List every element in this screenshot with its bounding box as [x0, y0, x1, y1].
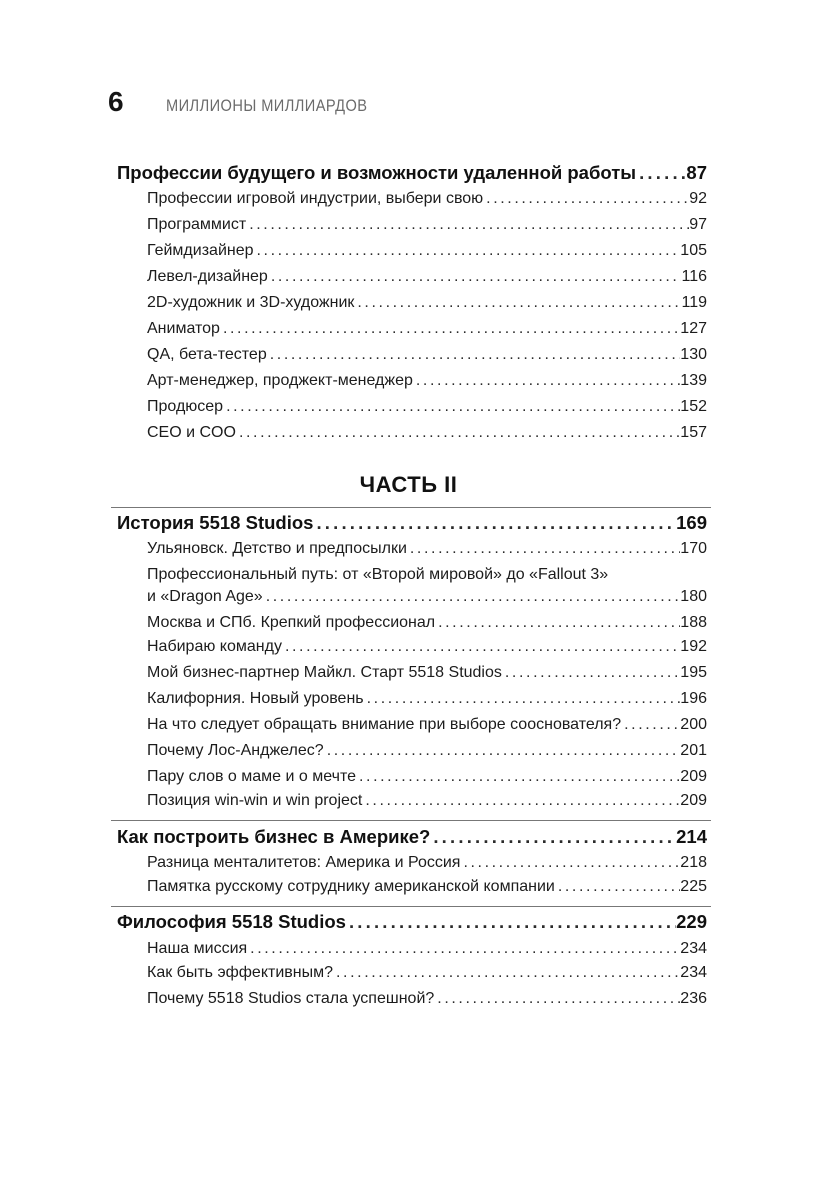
toc-entry-title: CEO и COO [147, 424, 236, 441]
leader-dots [247, 940, 680, 958]
toc-entry [147, 664, 707, 682]
toc-page-number: 105 [680, 242, 707, 259]
toc-page-number: 116 [681, 268, 707, 285]
toc-page-number: 229 [676, 911, 707, 932]
toc-entry-title: и «Dragon Age» [147, 588, 263, 605]
toc-entry-title: Набираю команду [147, 638, 282, 655]
leader-dots [263, 588, 681, 606]
leader-dots [268, 268, 682, 286]
toc-page-number: 152 [680, 398, 707, 415]
leader-dots [435, 614, 680, 632]
leader-dots [236, 424, 680, 442]
toc-entry [147, 294, 707, 312]
toc-page-number: 201 [680, 742, 707, 759]
toc-entry-title: Памятка русскому сотруднику американской компании [147, 878, 555, 895]
leader-dots [483, 190, 689, 208]
section-divider [111, 507, 711, 508]
toc-entry-title: Почему Лос-Анджелес? [147, 742, 324, 759]
leader-dots [254, 242, 681, 260]
page-header [108, 86, 400, 122]
toc-entry-title: Программист [147, 216, 247, 233]
toc-entry [147, 716, 707, 734]
toc-page-number: 234 [680, 964, 707, 981]
toc-entry [147, 216, 707, 234]
toc-page-number: 234 [680, 940, 707, 957]
toc-section-title: Как построить бизнес в Америке? [117, 826, 431, 847]
toc-entry [147, 372, 707, 390]
toc-page-number: 209 [680, 768, 707, 785]
toc-page-number: 196 [680, 690, 707, 707]
toc-entry-title: Продюсер [147, 398, 224, 415]
toc-entry-title: Москва и СПб. Крепкий профессионал [147, 614, 436, 631]
toc-entry-title-line1: Профессиональный путь: от «Второй мировой» до «Fallout 3» [147, 566, 609, 583]
leader-dots [555, 878, 680, 896]
toc-entry [147, 792, 707, 810]
toc-entry-title: Аниматор [147, 320, 220, 337]
toc-entry-title: QA, бета-тестер [147, 346, 267, 363]
toc-entry [147, 398, 707, 416]
toc-page-number: 225 [680, 878, 707, 895]
leader-dots [430, 826, 676, 848]
toc-entry-title: Левел-дизайнер [147, 268, 268, 285]
leader-dots [267, 346, 681, 364]
toc-section-heading [117, 512, 707, 534]
toc-page-number: 87 [686, 162, 707, 183]
toc-entry [147, 268, 707, 286]
leader-dots [434, 990, 680, 1008]
toc-section-title: История 5518 Studios [117, 512, 314, 533]
toc-entry [147, 854, 707, 872]
toc-section-title: Профессии будущего и возможности удаленной работы [117, 162, 637, 183]
toc-entry [147, 424, 707, 442]
toc-page-number: 218 [680, 854, 707, 871]
toc-entry-title: Позиция win-win и win project [147, 792, 363, 809]
leader-dots [220, 320, 680, 338]
toc-entry [147, 540, 707, 558]
leader-dots [354, 294, 681, 312]
leader-dots [333, 964, 680, 982]
toc-page-number: 214 [676, 826, 707, 847]
toc-page-number: 170 [680, 540, 707, 557]
toc-entry [147, 346, 707, 364]
toc-entry-title: На что следует обращать внимание при выборе сооснователя? [147, 716, 622, 733]
leader-dots [364, 690, 681, 708]
toc-page-number: 157 [680, 424, 707, 441]
toc-entry [147, 990, 707, 1008]
toc-entry [147, 320, 707, 338]
toc-page-number: 200 [680, 716, 707, 733]
toc-entry [147, 878, 707, 896]
toc-section-heading [117, 911, 707, 933]
toc-entry [147, 768, 707, 786]
leader-dots [502, 664, 680, 682]
toc-page-number: 127 [680, 320, 707, 337]
toc-page-number: 180 [680, 588, 707, 605]
toc-page-number: 97 [689, 216, 707, 233]
toc-section-title: Философия 5518 Studios [117, 911, 346, 932]
toc-entry [147, 614, 707, 632]
page-number: 6 [108, 86, 124, 117]
toc-entry-title: Ульяновск. Детство и предпосылки [147, 540, 407, 557]
toc-entry-title: Калифорния. Новый уровень [147, 690, 364, 707]
leader-dots [313, 512, 676, 534]
toc-entry [147, 588, 707, 606]
leader-dots [324, 742, 681, 760]
section-divider [111, 820, 711, 821]
toc-entry-title: Пару слов о маме и о мечте [147, 768, 356, 785]
toc-entry [147, 964, 707, 982]
leader-dots [246, 216, 689, 234]
toc-entry-title: Почему 5518 Studios стала успешной? [147, 990, 435, 1007]
toc-entry-title: Наша миссия [147, 940, 248, 957]
toc-page-number: 119 [681, 294, 707, 311]
toc-entry-title: Профессии игровой индустрии, выбери свою [147, 190, 484, 207]
leader-dots [621, 716, 680, 734]
leader-dots [346, 911, 676, 933]
toc-page-number: 188 [680, 614, 707, 631]
toc-entry [147, 190, 707, 208]
toc-entry [147, 638, 707, 656]
toc-entry-title: Разница менталитетов: Америка и Россия [147, 854, 461, 871]
leader-dots [460, 854, 680, 872]
leader-dots [362, 792, 680, 810]
toc-entry-title: Геймдизайнер [147, 242, 254, 259]
toc-page-number: 192 [680, 638, 707, 655]
toc-entry-title: Как быть эффективным? [147, 964, 334, 981]
toc-page-number: 139 [680, 372, 707, 389]
leader-dots [223, 398, 680, 416]
leader-dots [413, 372, 680, 390]
part-heading: ЧАСТЬ II [359, 472, 458, 497]
running-title: МИЛЛИОНЫ МИЛЛИАРДОВ [165, 96, 368, 115]
leader-dots [356, 768, 680, 786]
toc-page-number: 130 [680, 346, 707, 363]
toc-page-number: 169 [676, 512, 707, 533]
leader-dots [636, 162, 686, 184]
toc-page-number: 209 [680, 792, 707, 809]
toc-section-heading [117, 162, 707, 184]
toc-entry [147, 742, 707, 760]
toc-entry [147, 690, 707, 708]
toc-page-number: 195 [680, 664, 707, 681]
toc-section-heading [117, 826, 707, 848]
toc-entry-title: 2D-художник и 3D-художник [147, 294, 355, 311]
leader-dots [407, 540, 680, 558]
toc-entry [147, 940, 707, 958]
toc-page-number: 236 [680, 990, 707, 1007]
toc-entry-title: Арт-менеджер, проджект-менеджер [147, 372, 413, 389]
toc-entry [147, 242, 707, 260]
toc-page-number: 92 [689, 190, 707, 207]
toc-entry-title: Мой бизнес-партнер Майкл. Старт 5518 Studios [147, 664, 502, 681]
leader-dots [282, 638, 680, 656]
section-divider [111, 906, 711, 907]
